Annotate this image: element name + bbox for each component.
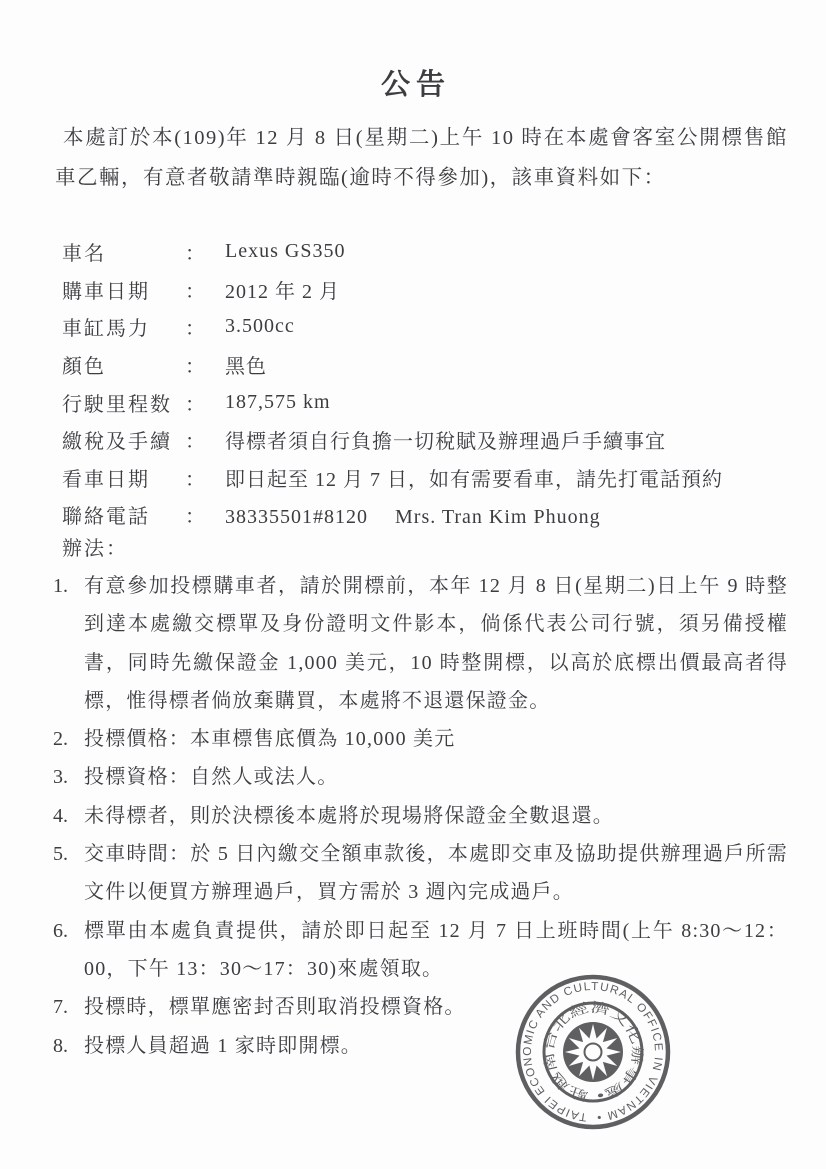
detail-value: 黑色 [225, 356, 267, 379]
page-title: 公告 [380, 69, 451, 101]
seal-outer-text: TAIPEI ECONOMIC AND CULTURAL OFFICE IN VIETNAM • [521, 980, 665, 1123]
detail-colon: ： [185, 468, 205, 491]
detail-label: 購車日期 [62, 280, 150, 303]
procedure-number: 3. [53, 766, 68, 789]
procedure-number: 6. [53, 919, 68, 942]
car-details-list [62, 233, 788, 534]
procedure-text: 投標時，標單應密封否則取消投標資格。 [84, 996, 466, 1019]
detail-row [62, 233, 788, 271]
procedure-item [53, 758, 788, 796]
procedure-text: 有意參加投標購車者，請於開標前，本年 12 月 8 日(星期二)日上午 9 時整到達本處繳交標單及身份證明文件影本，倘係代表公司行號，須另備授權書，同時先繳保證金 1,000 美元，10 時整開標，以高於底標出價最高者得標，惟得標者倘放棄購買，本處將不退還保證金。 [84, 575, 788, 712]
seal-inner-text: 駐越南台北經濟文化辦事處• [540, 999, 646, 1104]
procedure-number: 2. [53, 728, 68, 751]
detail-row [62, 459, 788, 497]
procedure-number: 8. [53, 1034, 68, 1057]
detail-label: 車名 [62, 243, 106, 266]
procedures-list [53, 567, 788, 1065]
detail-row [62, 496, 788, 534]
detail-row [62, 421, 788, 459]
detail-colon: ： [185, 506, 205, 529]
procedure-text: 未得標者，則於決標後本處將於現場將保證金全數退還。 [84, 804, 614, 827]
procedure-item [53, 797, 788, 835]
seal-emblem-icon [513, 972, 673, 1132]
detail-row [62, 346, 788, 384]
procedure-item [53, 567, 788, 720]
detail-value: 即日起至 12 月 7 日，如有需要看車，請先打電話預約 [225, 468, 723, 491]
procedure-number: 1. [53, 575, 68, 597]
detail-colon: ： [185, 318, 205, 341]
procedure-text: 投標資格：自然人或法人。 [84, 766, 339, 789]
procedure-text: 投標人員超過 1 家時即開標。 [84, 1034, 362, 1057]
detail-value: 187,575 km [225, 390, 331, 413]
procedure-item [53, 912, 788, 989]
detail-value: 2012 年 2 月 [225, 280, 340, 303]
procedure-text: 投標價格：本車標售底價為 10,000 美元 [84, 728, 456, 751]
procedure-number: 5. [53, 843, 68, 866]
procedure-item [53, 835, 788, 912]
detail-colon: ： [185, 280, 205, 303]
detail-colon: ： [185, 356, 205, 379]
detail-label: 顏色 [62, 356, 106, 379]
detail-label: 車缸馬力 [62, 318, 150, 341]
detail-value: 3.500cc [225, 315, 295, 338]
intro-paragraph: 本處訂於本(109)年 12 月 8 日(星期二)上午 10 時在本處會客室公開標售館車乙輛，有意者敬請準時親臨(逾時不得參加)，該車資料如下： [55, 127, 788, 189]
procedure-item [53, 988, 788, 1026]
detail-label: 聯絡電話 [62, 506, 150, 529]
detail-label: 繳稅及手續 [62, 431, 172, 454]
procedure-text: 交車時間：於 5 日內繳交全額車款後，本處即交車及協助提供辦理過戶所需文件以便買方辦理過戶，買方需於 3 週內完成過戶。 [84, 843, 788, 904]
detail-label: 看車日期 [62, 468, 150, 491]
procedure-item [53, 720, 788, 758]
detail-colon: ： [185, 243, 205, 266]
official-seal [513, 972, 673, 1132]
detail-label: 行駛里程数 [62, 393, 172, 416]
procedures-heading: 辦法： [62, 538, 128, 560]
detail-row [62, 308, 788, 346]
detail-value: 得標者須自行負擔一切稅賦及辦理過戶手續事宜 [225, 431, 666, 454]
detail-colon: ： [185, 393, 205, 416]
detail-value: Lexus GS350 [225, 240, 346, 263]
detail-row [62, 383, 788, 421]
procedure-number: 4. [53, 804, 68, 827]
procedure-text: 標單由本處負責提供，請於即日起至 12 月 7 日上班時間(上午 8:30～12：00，下午 13：30～17：30)來處領取。 [84, 919, 788, 980]
detail-value: 38335501#8120 Mrs. Tran Kim Phuong [225, 506, 601, 529]
procedure-number: 7. [53, 996, 68, 1019]
detail-colon: ： [185, 431, 205, 454]
procedure-item [53, 1027, 788, 1065]
detail-row [62, 271, 788, 309]
